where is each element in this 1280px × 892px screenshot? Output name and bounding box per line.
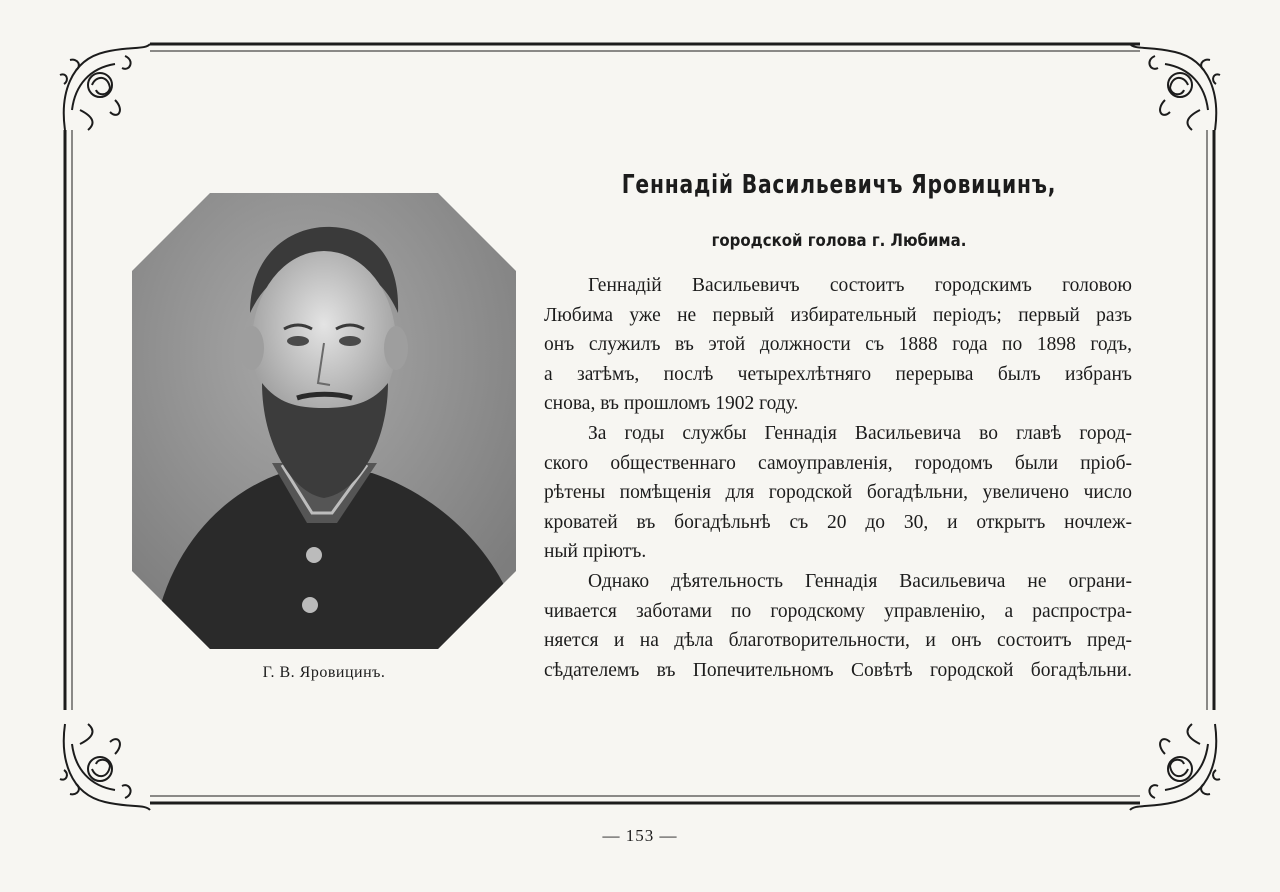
text-line: чивается заботами по городскому управленію, а распростра-: [544, 600, 1132, 622]
corner-ornament-top-right-icon: [1130, 44, 1220, 130]
text-line: кроватей въ богадѣльнѣ съ 20 до 30, и открытъ ночлеж-: [544, 511, 1132, 533]
text-line: онъ служилъ въ этой должности съ 1888 года по 1898 годъ,: [544, 334, 1132, 356]
article-body: [544, 271, 1132, 685]
text-line: рѣтены помѣщенія для городской богадѣльни, увеличено число: [544, 482, 1132, 504]
portrait-caption: Г. В. Яровицинъ.: [262, 664, 386, 681]
text-line: ный пріютъ.: [544, 541, 647, 563]
text-line: сѣдателемъ въ Попечительномъ Совѣтѣ городской богадѣльни.: [544, 659, 1132, 681]
paragraph-1: [544, 271, 1132, 419]
page-title: Геннадій Васильевичъ Яровицинъ,: [621, 170, 1057, 200]
text-line: Любима уже не первый избирательный періодъ; первый разъ: [544, 304, 1132, 326]
corner-ornament-bottom-left-icon: [60, 724, 150, 810]
text-line: няется и на дѣла благотворительности, и онъ состоитъ пред-: [544, 630, 1132, 652]
text-line: Однако дѣятельность Геннадія Васильевича не ограни-: [588, 570, 1132, 592]
text-line: снова, въ прошломъ 1902 году.: [544, 393, 799, 415]
text-line: а затѣмъ, послѣ четырехлѣтняго перерыва былъ избранъ: [544, 363, 1132, 385]
text-line: Геннадій Васильевичъ состоитъ городскимъ головою: [588, 275, 1132, 296]
corner-ornament-bottom-right-icon: [1130, 724, 1220, 810]
page-subtitle: городской голова г. Любима.: [711, 231, 967, 251]
portrait-photo: [132, 193, 516, 649]
text-line: ского общественнаго самоуправленія, городомъ были пріоб-: [544, 452, 1132, 474]
paragraph-2: [544, 419, 1132, 567]
corner-ornament-top-left-icon: [60, 44, 150, 130]
text-line: За годы службы Геннадія Васильевича во главѣ город-: [588, 422, 1132, 444]
page-number: — 153 —: [602, 826, 678, 845]
paragraph-3: [544, 567, 1132, 685]
